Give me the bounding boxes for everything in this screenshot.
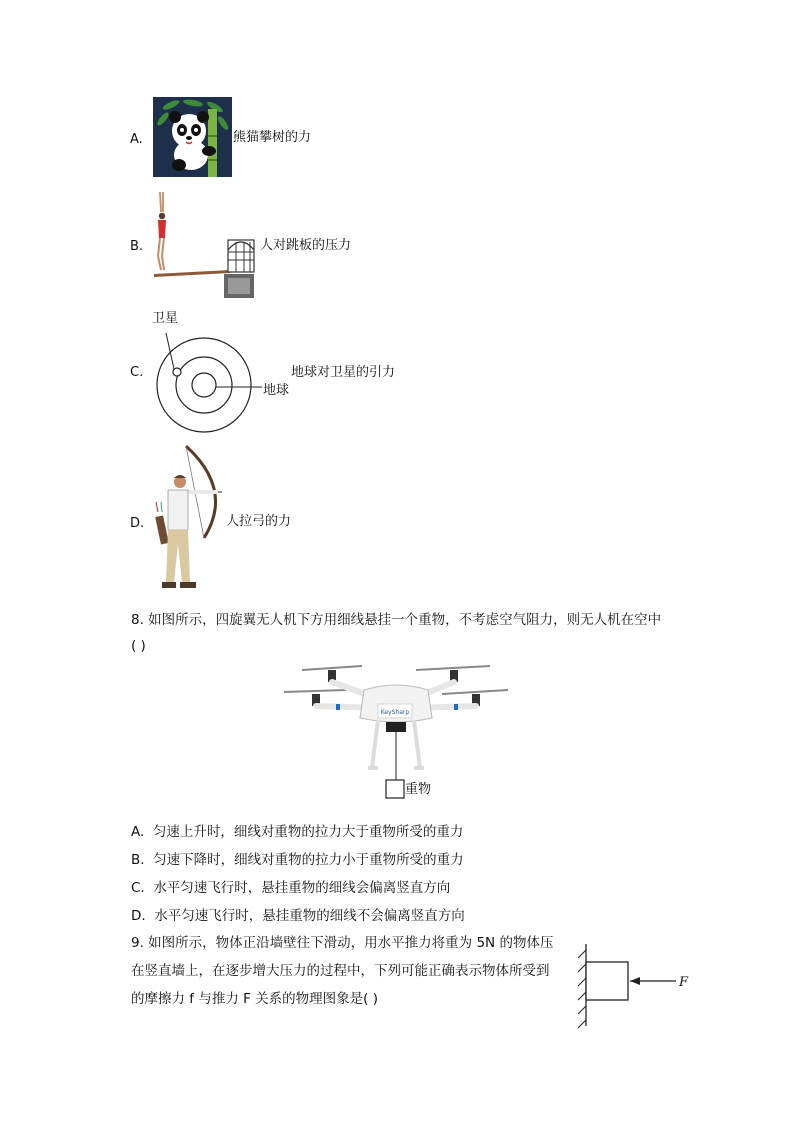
q9-line1: 9. 如图所示，物体正沿墙壁往下滑动，用水平推力将重为 5N 的物体压 xyxy=(131,935,554,951)
q8-option-d xyxy=(131,907,465,925)
q9-line3: 的摩擦力 f 与推力 F 关系的物理图象是( ) xyxy=(131,991,379,1007)
option-d-caption: 人拉弓的力 xyxy=(226,514,292,529)
weight-label: 重物 xyxy=(405,782,432,797)
option-c-caption: 地球对卫星的引力 xyxy=(291,365,396,380)
drone-brand-text: KeySharp xyxy=(380,709,410,716)
option-c-letter: C. xyxy=(130,365,144,380)
q8-option-c-text: 水平匀速飞行时，悬挂重物的细线会偏离竖直方向 xyxy=(153,880,451,896)
drone-figure xyxy=(282,660,510,800)
force-label: F xyxy=(679,975,689,990)
option-b-caption: 人对跳板的压力 xyxy=(260,238,352,253)
q8-option-a-letter: A. xyxy=(131,824,145,840)
diving-board-figure xyxy=(152,190,256,300)
q8-stem-line1: 8. 如图所示，四旋翼无人机下方用细线悬挂一个重物，不考虑空气阻力，则无人机在空中 xyxy=(131,612,662,628)
q8-option-a xyxy=(131,823,463,841)
option-b-letter: B. xyxy=(130,239,144,254)
q8-option-b xyxy=(131,851,464,869)
satellite-label: 卫星 xyxy=(152,311,179,326)
q8-option-c xyxy=(131,879,450,897)
q8-option-b-letter: B. xyxy=(131,852,145,868)
q8-option-c-letter: C. xyxy=(131,880,145,896)
q8-option-d-text: 水平匀速飞行时，悬挂重物的细线不会偏离竖直方向 xyxy=(154,908,465,924)
q9-line2: 在竖直墙上，在逐步增大压力的过程中，下列可能正确表示物体所受到 xyxy=(131,963,550,979)
option-d-letter: D. xyxy=(130,516,145,531)
archer-figure xyxy=(150,442,230,600)
earth-label: 地球 xyxy=(263,383,290,398)
q8-option-a-text: 匀速上升时，细线对重物的拉力大于重物所受的重力 xyxy=(152,824,464,840)
option-a-caption: 熊猫攀树的力 xyxy=(233,130,312,145)
q8-stem-line2: ( ) xyxy=(131,638,146,654)
orbit-diagram xyxy=(150,325,270,445)
option-a-letter: A. xyxy=(130,132,143,147)
q8-option-b-text: 匀速下降时，细线对重物的拉力小于重物所受的重力 xyxy=(153,852,464,868)
panda-image xyxy=(153,97,232,177)
q8-option-d-letter: D. xyxy=(131,908,146,924)
